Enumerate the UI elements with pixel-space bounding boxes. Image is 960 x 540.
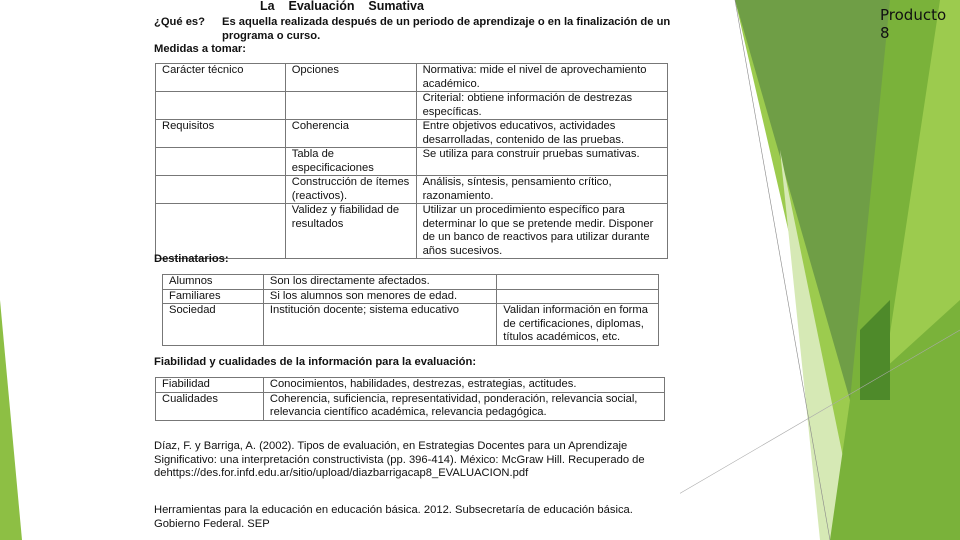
reference-1: Díaz, F. y Barriga, A. (2002). Tipos de evaluación, en Estrategias Docentes para un Aprendizaje Significativo: una interpretación constructivista (pp. 396-414). México: McGraw Hill. Recuperado de dehttps://des.for.infd.edu.ar/sitio/upload/diazbarrigacap8_EVALUACION.pdf	[154, 440, 645, 479]
table-cell: Se utiliza para construir pruebas sumativas.	[416, 148, 667, 176]
que-es-label: ¿Qué es?	[154, 16, 205, 28]
table-cell: Cualidades	[156, 392, 264, 420]
table-cell: Construcción de ítemes (reactivos).	[285, 176, 416, 204]
table-cell: Requisitos	[156, 120, 286, 148]
table-cell: Criterial: obtiene información de destrezas específicas.	[416, 92, 667, 120]
fiabilidad-label: Fiabilidad y cualidades de la información para la evaluación:	[154, 356, 477, 368]
table-cell: Coherencia, suficiencia, representatividad, ponderación, relevancia social, relevancia científico académica, relevancia pedagógica.	[263, 392, 664, 420]
table-row	[163, 275, 659, 290]
table-row	[156, 204, 668, 259]
destinatarios-table	[162, 274, 659, 346]
table-cell: Carácter técnico	[156, 64, 286, 92]
table-cell: Conocimientos, habilidades, destrezas, estrategias, actitudes.	[263, 378, 664, 393]
table-row	[156, 176, 668, 204]
table-cell: Entre objetivos educativos, actividades desarrolladas, contenido de las pruebas.	[416, 120, 667, 148]
document-image	[150, 0, 680, 540]
table-cell	[497, 289, 659, 304]
table-cell: Si los alumnos son menores de edad.	[263, 289, 496, 304]
table-cell: Validan información en forma de certificaciones, diplomas, títulos académicos, etc.	[497, 304, 659, 346]
fiabilidad-table	[155, 377, 665, 421]
table-cell: Tabla de especificaciones	[285, 148, 416, 176]
table-cell	[156, 92, 286, 120]
table-row	[163, 289, 659, 304]
table-cell	[156, 204, 286, 259]
table-cell: Normativa: mide el nivel de aprovechamiento académico.	[416, 64, 667, 92]
destinatarios-label: Destinatarios:	[154, 253, 229, 265]
table-row	[156, 378, 665, 393]
table-cell	[156, 148, 286, 176]
table-row	[156, 64, 668, 92]
table-cell: Utilizar un procedimiento específico para determinar lo que se pretende medir. Disponer de un banco de reactivos para utilizar durante años sucesivos.	[416, 204, 667, 259]
table-cell: Institución docente; sistema educativo	[263, 304, 496, 346]
table-cell: Coherencia	[285, 120, 416, 148]
table-cell	[285, 92, 416, 120]
table-row	[156, 92, 668, 120]
que-es-text: Es aquella realizada después de un periodo de aprendizaje o en la finalización de un programa o curso.	[222, 16, 671, 42]
table-cell: Análisis, síntesis, pensamiento crítico, razonamiento.	[416, 176, 667, 204]
table-cell: Fiabilidad	[156, 378, 264, 393]
medidas-label: Medidas a tomar:	[154, 43, 247, 55]
table-cell: Son los directamente afectados.	[263, 275, 496, 290]
table-row	[156, 120, 668, 148]
table-cell: Familiares	[163, 289, 264, 304]
slide-title: Producto 8	[880, 6, 947, 42]
table-row	[156, 148, 668, 176]
table-row	[163, 304, 659, 346]
table-cell: Sociedad	[163, 304, 264, 346]
table-cell	[497, 275, 659, 290]
table-cell: Alumnos	[163, 275, 264, 290]
table-cell	[156, 176, 286, 204]
medidas-table	[155, 63, 668, 259]
table-row	[156, 392, 665, 420]
doc-heading: La Evaluación Sumativa	[260, 0, 424, 13]
table-cell: Validez y fiabilidad de resultados	[285, 204, 416, 259]
table-cell: Opciones	[285, 64, 416, 92]
reference-2: Herramientas para la educación en educación básica. 2012. Subsecretaría de educación básica. Gobierno Federal. SEP	[154, 504, 633, 530]
